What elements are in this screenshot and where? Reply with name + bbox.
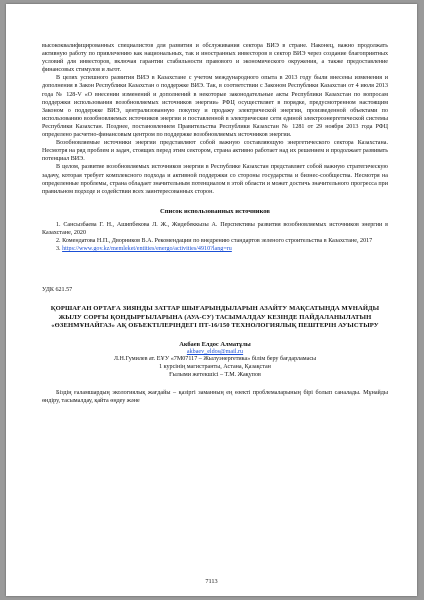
reference-item [42,245,388,253]
body-paragraph: высококвалифицированных специалистов для развития и обслуживания сектора ВИЭ в стране. Наконец, важно продолжать активную работу по привлечению как национальных, так и иностранных инвесторов в сектор ВИЭ через создание благоприятных условий для инвесторов, включая гарантии стабильности правового и экономического окружения, а также предоставление финансовых стимулов и льгот. [42,43,388,74]
page-number: 7113 [205,578,218,585]
reference-item: 1. Сансызбаева Г. Н., Ашипбекова Л. Ж., Жидебеккызы А. Перспективы развития возобновляемых источников энергии в Казахстане, 2020 [42,221,388,236]
reference-item: 2. Комендатова Н.П., Двоpников В.А. Рекомендации по внедрению стандартов зеленого строительства в Казахстане, 2017 [56,237,373,244]
document-page [6,4,417,596]
body-paragraph: Возобновляемые источники энергии представляют собой важную составляющую энергетического сектора Казахстана. Несмотря на ряд проблем и задач, стоящих перед этим сектором, страна активно работает над их решением и продолжает развивать потенциал ВИЭ. [42,140,388,163]
affiliation-line: 1 курсінің магистранты, Астана, Қазақстан [159,364,271,371]
supervisor-line: Ғылыми жетекшісі – Т.М. Жақупов [169,372,261,379]
affiliation-line: Л.Н.Гумилев ат. ЕҰУ «7М07117 – Жылуэнергетика» білім беру бағдарламасы [113,355,317,362]
udk-code: УДК 621.57 [42,287,73,294]
author-name: Акбаев Елдос Алматұлы [179,340,251,348]
body-paragraph: В целом, развитие возобновляемых источников энергии в Республике Казахстан представляет собой важную стратегическую задачу, которая требует комплексного подхода и активной поддержки со стороны государства и бизнес-сообщества. Несмотря на определенные проблемы, страна обладает значительным потенциалом в этой области и может достичь значительного прогресса при правильном подходе и содействии всех заинтересованных сторон. [42,164,388,195]
author-email-link[interactable]: akbaev_eldos@mail.ru [186,348,244,355]
article-title: ҚОРШАҒАН ОРТАҒА ЗИЯНДЫ ЗАТТАР ШЫҒАРЫНДЫЛАРЫН АЗАЙТУ МАҚСАТЫНДА МҰНАЙДЫ ЖЫЛУ СОРҒЫ ҚОНДЫРҒЫЛАРЫНА (АУА-СУ) ТАСЫМАЛДАУ КЕЗІНДЕ ПАЙДАЛАНЫЛАТЫН «ӨЗЕНМҰНАЙГАЗ» АҚ ОБЪЕКТІЛЕРІНДЕГІ ПТ-16/150 ТЕХНОЛОГИЯЛЫҚ ПЕШТЕРІН АУЫСТЫРУ [50,305,380,330]
body-paragraph: В целях успешного развития ВИЭ в Казахстане с учетом международного опыта в 2013 году были внесены изменения и дополнения в Закон Республики Казахстан о поддержке ВИЭ. Так, в соответствии с Законом Республики Казахстан от 4 июля 2013 года № 128-V «О внесении изменений и дополнений в некоторые законодательные акты Республики Казахстан по вопросам поддержки использования возобновляемых источников энергии» РФЦ осуществляет в порядке, предусмотренном настоящим Законом о поддержке ВИЭ, централизованную покупку и продажу электрической энергии, произведенной объектами по использованию возобновляемых источников энергии и поставленной в электрические сети единой электроэнергетической системы Республики Казахстан. Позднее, постановлением Правительства Республики Казахстан № 1281 от 29 ноября 2013 года РФЦ определено расчетно-финансовым центром по поддержке возобновляемых источников энергии. [42,75,388,139]
reference-link[interactable]: https://www.gov.kz/memleket/entities/energo/activities/4910?lang=ru [62,246,232,253]
references-title: Список использованных источников [160,207,270,215]
page-content [42,42,388,405]
body-paragraph: Біздің ғаламшардың экологиялық жағдайы – қазіргі заманның ең өзекті проблемаларының бірі болып саналады. Мұнайды өндіру, тасымалдау, қайта өңдеу және [42,390,388,405]
reference-number: 3. [56,246,63,253]
